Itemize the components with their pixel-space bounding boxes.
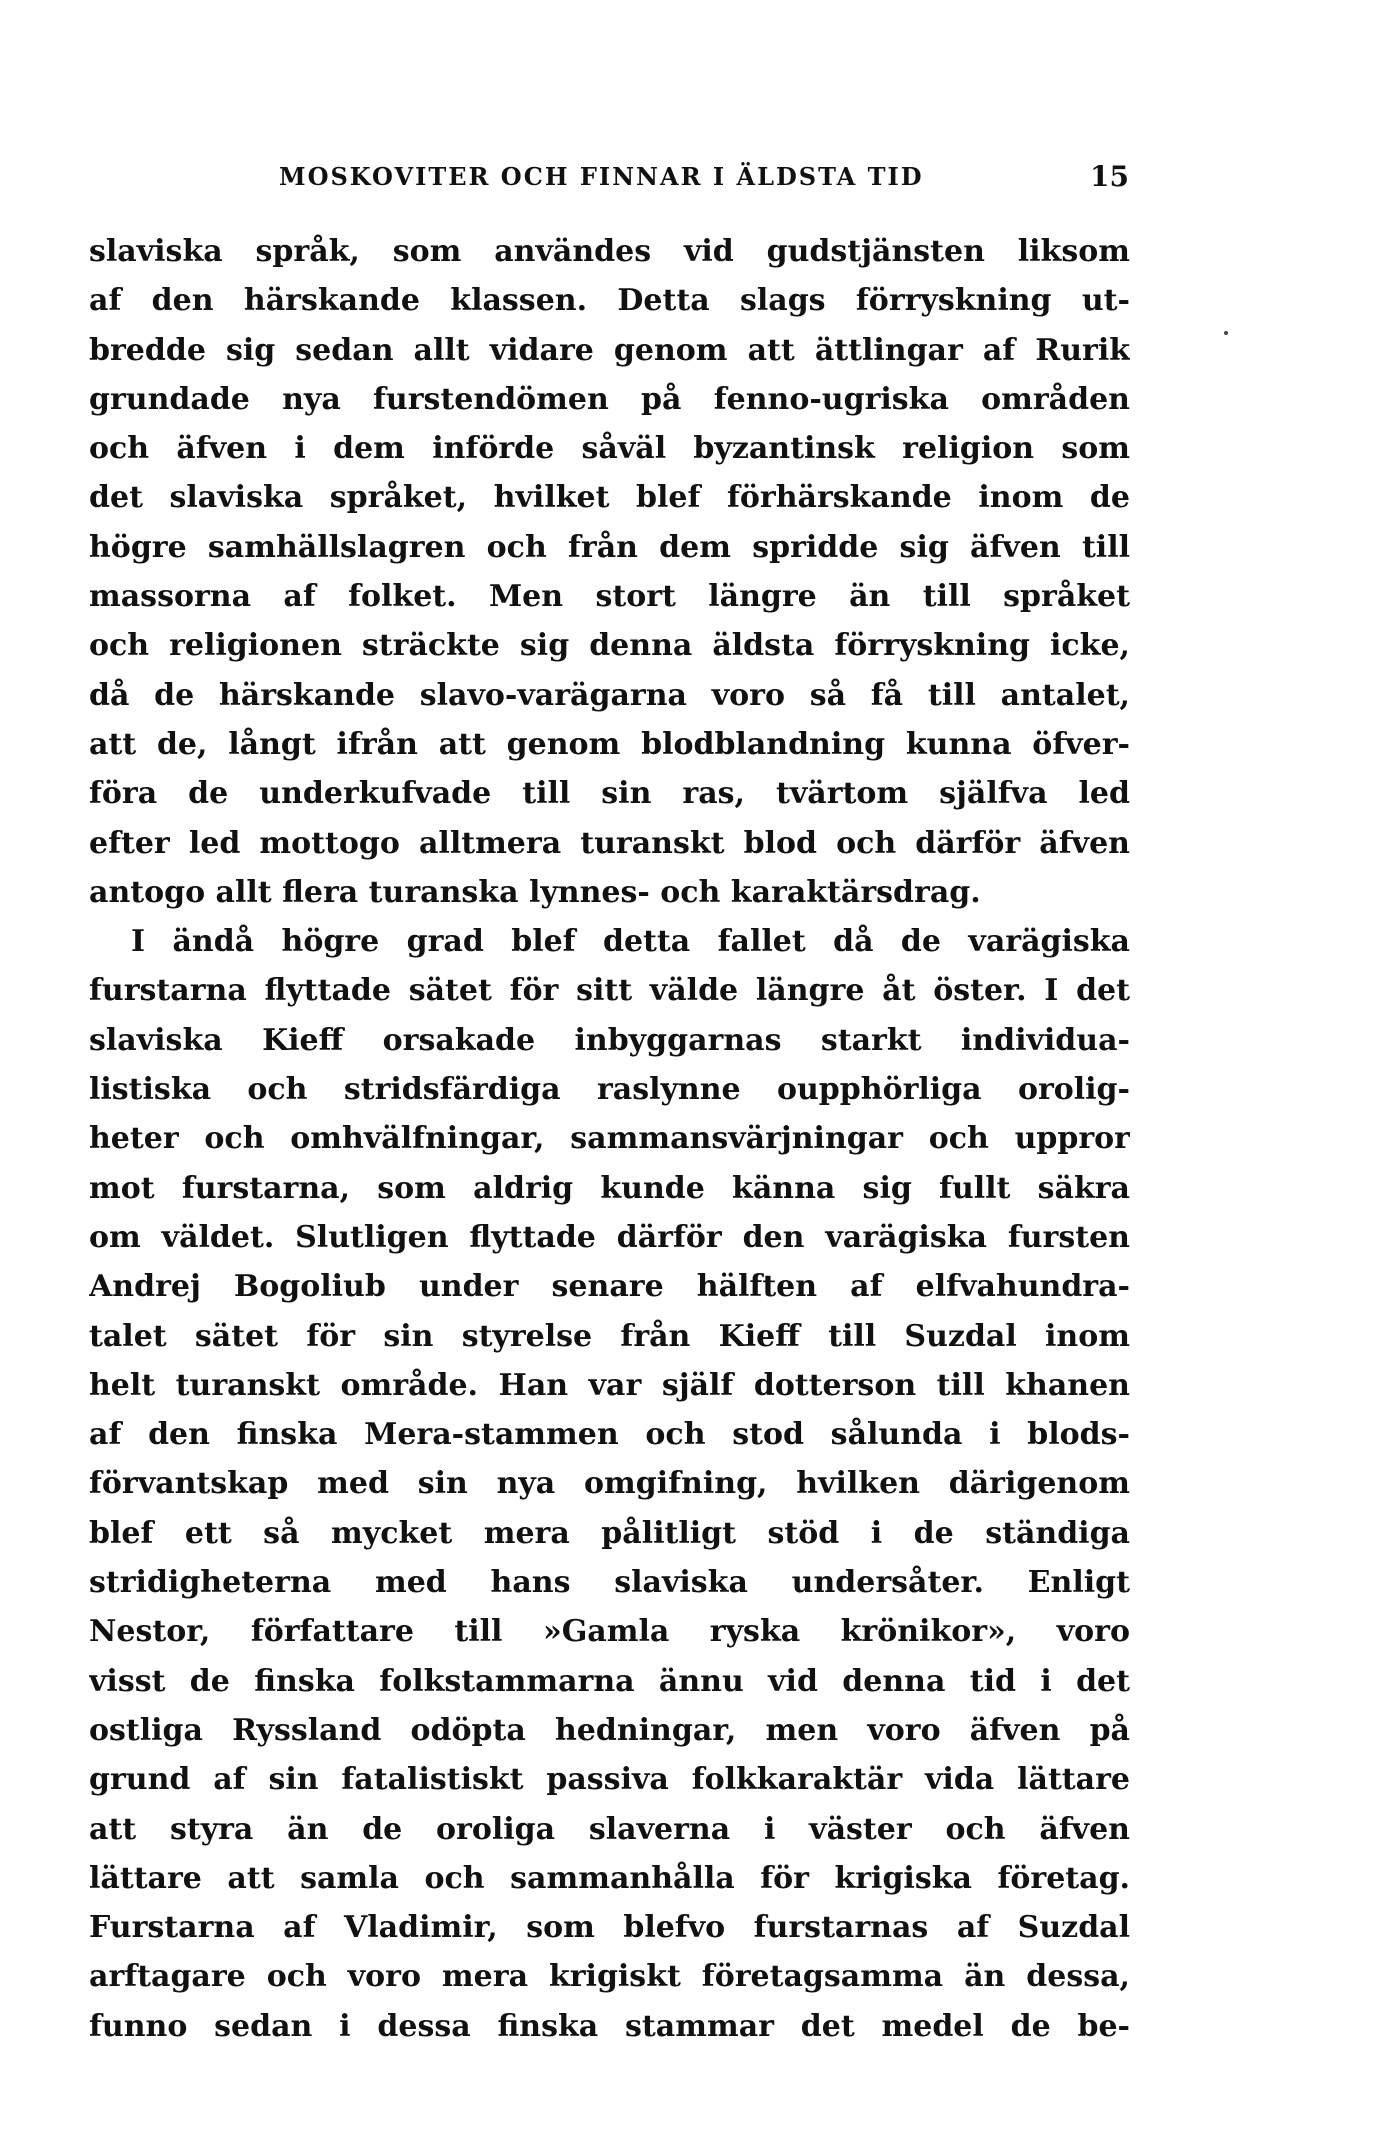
text-line: grundade nya furstendömen på fenno-ugriska områden [89,381,1130,417]
text-line: talet sätet för sin styrelse från Kieff till Suzdal inom [89,1318,1130,1354]
text-line: om väldet. Slutligen flyttade därför den varägiska fursten [89,1219,1130,1255]
text-line: funno sedan i dessa finska stammar det medel de be- [89,2008,1130,2044]
text-line: af den härskande klassen. Detta slags förryskning ut- [89,283,1130,319]
ink-speck [1224,331,1228,335]
text-line: af den finska Mera-stammen och stod sålunda i blods- [89,1417,1130,1453]
text-line: att de, långt ifrån att genom blodblandning kunna öfver- [89,726,1130,762]
text-line: lättare att samla och sammanhålla för krigiska företag. [89,1860,1130,1896]
running-title: MOSKOVITER OCH FINNAR I ÄLDSTA TID [279,162,924,191]
text-line: grund af sin fatalistiskt passiva folkkaraktär vida lättare [89,1762,1130,1798]
text-line: och äfven i dem införde såväl byzantinsk religion som [89,431,1130,467]
text-line: antogo allt flera turanska lynnes- och karaktärsdrag. [89,874,981,910]
text-line: stridigheterna med hans slaviska undersåter. Enligt [89,1565,1130,1601]
text-line: furstarna flyttade sätet för sitt välde längre åt öster. I det [89,973,1130,1009]
text-line: högre samhällslagren och från dem spridde sig äfven till [89,529,1130,565]
text-line: föra de underkufvade till sin ras, tvärtom själfva led [89,776,1130,812]
text-line: bredde sig sedan allt vidare genom att ättlingar af Rurik [89,332,1130,368]
text-line: ostliga Ryssland odöpta hedningar, men voro äfven på [89,1712,1130,1748]
text-line: Andrej Bogoliub under senare hälften af elfvahundra- [89,1269,1130,1305]
text-line: slaviska språk, som användes vid gudstjänsten liksom [89,234,1130,269]
text-line: Nestor, författare till »Gamla ryska krönikor», voro [89,1614,1130,1650]
text-line: mot furstarna, som aldrig kunde känna sig fullt säkra [89,1170,1130,1206]
text-line: Furstarna af Vladimir, som blefvo furstarnas af Suzdal [89,1910,1130,1946]
text-line: arftagare och voro mera krigiskt företagsamma än dessa, [89,1959,1130,1995]
text-line: förvantskap med sin nya omgifning, hvilken därigenom [89,1466,1130,1502]
text-line: efter led mottogo alltmera turanskt blod och därför äfven [89,825,1130,861]
text-line: visst de finska folkstammarna ännu vid denna tid i det [89,1663,1130,1699]
text-line: I ändå högre grad blef detta fallet då de varägiska [131,924,1130,960]
text-line: heter och omhvälfningar, sammansvärjningar och uppror [89,1121,1130,1157]
text-line: slaviska Kieff orsakade inbyggarnas starkt individua- [89,1022,1130,1058]
body-text [89,227,1130,2051]
text-line: då de härskande slavo-varägarna voro så få till antalet, [89,677,1130,713]
text-line: blef ett så mycket mera pålitligt stöd i de ständiga [89,1515,1130,1551]
text-line: listiska och stridsfärdiga raslynne oupphörliga orolig- [89,1072,1130,1108]
text-line: att styra än de oroliga slaverna i väster och äfven [89,1811,1130,1847]
text-line: massorna af folket. Men stort längre än till språket [89,579,1130,615]
text-line: och religionen sträckte sig denna äldsta förryskning icke, [89,628,1130,664]
text-line: helt turanskt område. Han var själf dotterson till khanen [89,1367,1130,1403]
text-line: det slaviska språket, hvilket blef förhärskande inom de [89,480,1130,516]
page-number: 15 [1090,160,1129,193]
running-head [89,162,1129,202]
